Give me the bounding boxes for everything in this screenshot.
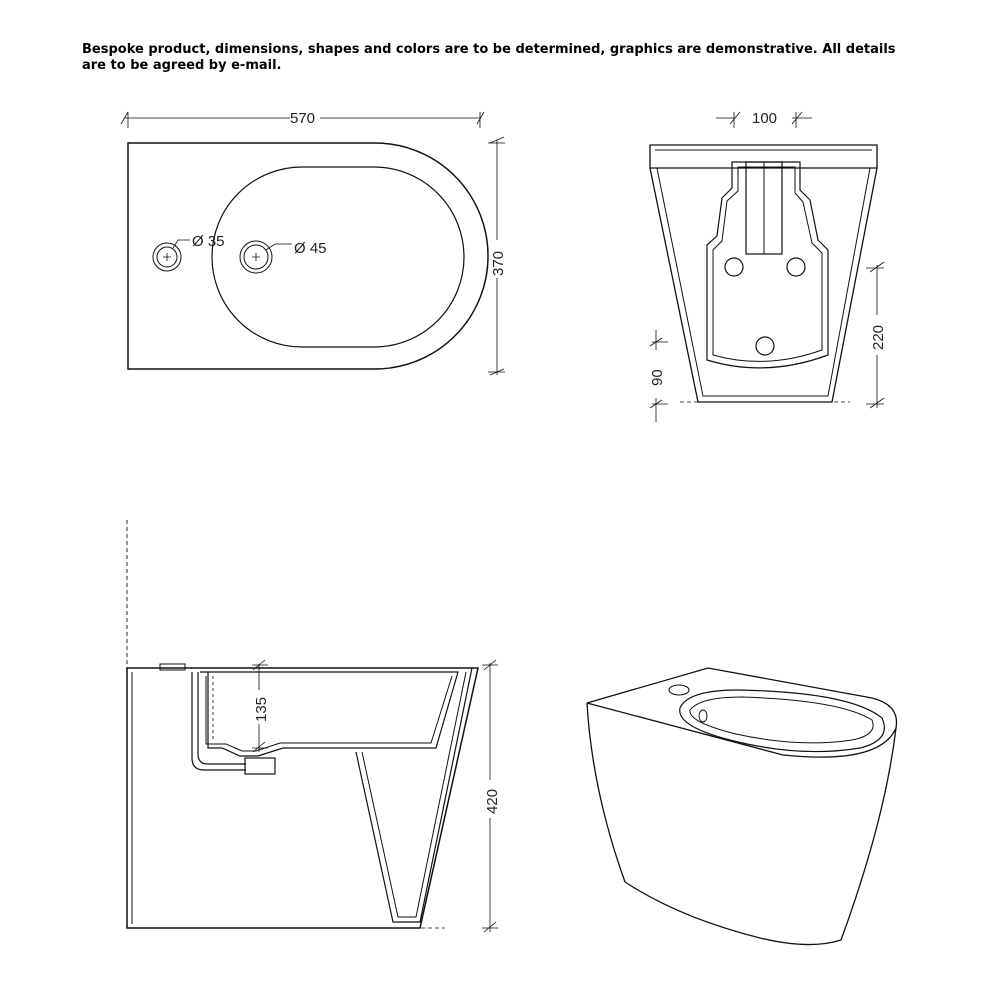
- rear-90-value: 90: [649, 369, 666, 386]
- perspective-view: [587, 668, 897, 945]
- disclaimer-note: Bespoke product, dimensions, shapes and colors are to be determined, graphics are demonstrative. All details are to be agreed by e-mail.: [82, 42, 896, 73]
- tap-hole-small: [153, 243, 181, 271]
- width-value: 570: [290, 110, 316, 127]
- fixing-hole-left: [725, 258, 743, 276]
- side-section-view: [127, 520, 501, 932]
- top-view: [121, 110, 507, 375]
- dimension-depth: [488, 137, 507, 375]
- height-value: 420: [484, 788, 501, 814]
- dimension-rear-220: [866, 262, 887, 408]
- rear-view: [649, 110, 887, 422]
- rear-width-value: 100: [752, 110, 778, 127]
- hole-large-label: Ø 45: [294, 240, 327, 257]
- hole-small-label: Ø 35: [192, 233, 225, 250]
- dimension-height: [482, 660, 501, 932]
- bowl-depth-value: 135: [253, 696, 270, 722]
- dimension-rear-90: [649, 330, 668, 422]
- depth-value: 370: [490, 250, 507, 276]
- tap-hole: [669, 685, 689, 695]
- fixing-hole-right: [787, 258, 805, 276]
- dimension-rear-width: [716, 110, 812, 128]
- drain-outlet-hole: [756, 337, 774, 355]
- rear-220-value: 220: [870, 324, 887, 350]
- dimension-bowl-depth: [252, 660, 270, 752]
- dimension-width: [121, 110, 484, 128]
- drain-hole-large: [240, 241, 272, 273]
- bowl-drain: [699, 710, 707, 722]
